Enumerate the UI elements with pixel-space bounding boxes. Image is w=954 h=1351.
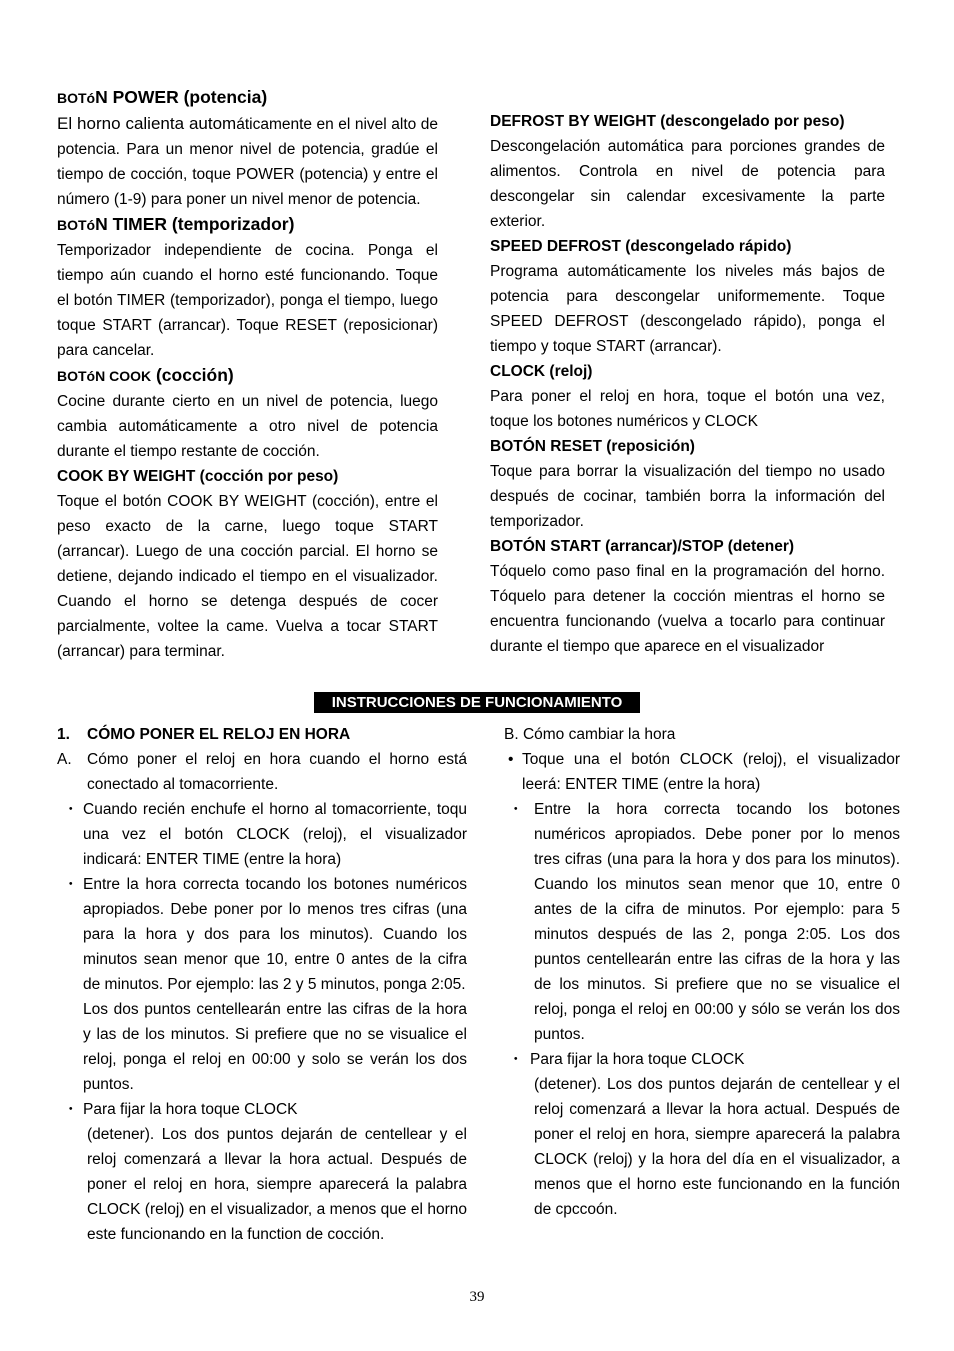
timer-heading: BOTóN TIMER (temporizador) xyxy=(57,214,295,234)
clock-setting-heading: 1. CÓMO PONER EL RELOJ EN HORA xyxy=(57,722,467,747)
section-a: A. Cómo poner el reloj en hora cuando el horno está conectado al tomacorriente. xyxy=(57,747,467,797)
bottom-right-column xyxy=(504,722,900,1222)
instructions-banner: INSTRUCCIONES DE FUNCIONAMIENTO xyxy=(314,692,640,713)
bullet-mark: ・ xyxy=(63,1101,79,1118)
start-stop-heading: BOTÓN START (arrancar)/STOP (detener) xyxy=(490,538,795,555)
reset-text: Toque para borrar la visualización del tiempo no usado después de cocinar, también borra la información del temporizador. xyxy=(490,463,885,530)
bullet-1: ・ Cuando recién enchufe el horno al tomacorriente, toqu una vez el botón CLOCK (reloj), el visualizador indicará: ENTER TIME (entre la hora) xyxy=(57,797,467,872)
speed-defrost-heading: SPEED DEFROST (descongelado rápido) xyxy=(490,238,792,255)
section-a-marker: A. xyxy=(57,751,72,768)
start-stop-text: Tóquelo como paso final en la programación del horno. Tóquelo para detener la cocción mientras el horno se encuentra funcionando (vuelva a tocarlo para continuar durante el tiempo que aparece en el visualizador xyxy=(490,563,885,655)
speed-defrost-text: Programa automáticamente los niveles más bajos de potencia para descongelar uniformemente. Toque SPEED DEFROST (descongelado rápido), ponga el tiempo y toque START (arrancar). xyxy=(490,263,885,355)
bullet-3: ・ Para fijar la hora toque CLOCK xyxy=(57,1097,467,1122)
power-heading: BOTóN POWER (potencia) xyxy=(57,87,268,107)
bullet-b3-continued: (detener). Los dos puntos dejarán de centellear y el reloj comenzará a llevar la hora actual. Después de poner el reloj en hora, siempre aparecerá la palabra CLOCK (reloj) y la hora del día en el visualizador, a menos que el horno este funcionando en la función de cpccoón. xyxy=(534,1076,900,1218)
bullet-b2: ・ Entre la hora correcta tocando los botones numéricos apropiados. Debe poner por lo menos tres cifras (una para la hora y dos para los minutos). Cuando los minutos sean menor que 10, entre 0 antes de la cifra de minutos. Por ejemplo: para 5 minutos después de las 2, ponga 2:05. Los dos puntos centellearán entre las cifras de la hora y las de los minutos. Si prefiere que no se visualice el reloj, ponga el reloj en 00:00 y sólo se verán los dos puntos. xyxy=(504,797,900,1047)
clock-text: Para poner el reloj en hora, toque el botón una vez, toque los botones numéricos y CLOCK xyxy=(490,388,885,430)
bullet-2-continued: Los dos puntos centellearán entre las cifras de la hora y las de los minutos. Si prefiere que no se visualice el reloj, ponga el reloj en 00:00 y solo se verán los dos puntos. xyxy=(83,1001,467,1093)
cook-weight-text: Toque el botón COOK BY WEIGHT (cocción), entre el peso exacto de la carne, luego toque START (arrancar). Luego de una cocción parcial. El horno se detiene, dejando indicado el tiempo en el visualizador. Cuando el horno se detenga después de cocer parcialmente, voltee la came. Vuelva a tocar START (arrancar) para terminar. xyxy=(57,493,438,660)
page-number: 39 xyxy=(469,1289,485,1305)
bullet-b1: • Toque una el botón CLOCK (reloj), el visualizador leerá: ENTER TIME (entre la hora) xyxy=(504,747,900,797)
section-b-heading: B. Cómo cambiar la hora xyxy=(504,726,676,743)
bullet-mark: • xyxy=(508,751,514,768)
right-top-column xyxy=(490,109,885,659)
bottom-left-column xyxy=(57,722,467,1247)
bullet-mark: ・ xyxy=(508,1051,524,1068)
bullet-b3: ・ Para fijar la hora toque CLOCK xyxy=(504,1047,900,1072)
defrost-weight-text: Descongelación automática para porciones grandes de alimentos. Controla en nivel de potencia para descongelar sin calendar excesivamente la parte exterior. xyxy=(490,138,885,230)
bullet-3-continued: (detener). Los dos puntos dejarán de centellear y el reloj comenzará a llevar la hora actual. Después de poner el reloj en hora, siempre aparecerá la palabra CLOCK (reloj) en el visualizador, a menos que el horno este funcionando en la function de cocción. xyxy=(87,1126,467,1243)
left-top-column xyxy=(57,85,438,664)
clock-heading: CLOCK (reloj) xyxy=(490,363,593,380)
reset-heading: BOTÓN RESET (reposición) xyxy=(490,438,695,455)
heading-number: 1. xyxy=(57,726,70,743)
bullet-2: ・ Entre la hora correcta tocando los botones numéricos apropiados. Debe poner por lo menos tres cifras (una para la hora y dos para los minutos). Cuando los minutos sean menor que 10, entre 0 antes de la cifra de minutos. Por ejemplo: las 2 y 5 minutos, ponga 2:05. xyxy=(57,872,467,997)
cook-weight-heading: COOK BY WEIGHT (cocción por peso) xyxy=(57,468,339,485)
bullet-mark: ・ xyxy=(508,801,524,818)
bullet-mark: ・ xyxy=(63,876,79,893)
defrost-weight-heading: DEFROST BY WEIGHT (descongelado por peso) xyxy=(490,113,845,130)
cook-text: Cocine durante cierto en un nivel de potencia, luego cambia automáticamente a otro nivel de potencia durante el tiempo restante de cocción. xyxy=(57,393,438,460)
bullet-mark: ・ xyxy=(63,801,79,818)
timer-text: Temporizador independiente de cocina. Ponga el tiempo aún cuando el horno esté funcionando. Toque el botón TIMER (temporizador), ponga el tiempo, luego toque START (arrancar). Toque RESET (reposicionar) para cancelar. xyxy=(57,242,438,359)
cook-heading: BOTóN COOK (cocción) xyxy=(57,365,234,385)
power-text: El horno calienta automáticamente en el nivel alto de potencia. Para un menor nivel de potencia, gradúe el tiempo de cocción, toque POWER (potencia) y entre el número (1-9) para poner un nivel menor de potencia. xyxy=(57,114,438,208)
